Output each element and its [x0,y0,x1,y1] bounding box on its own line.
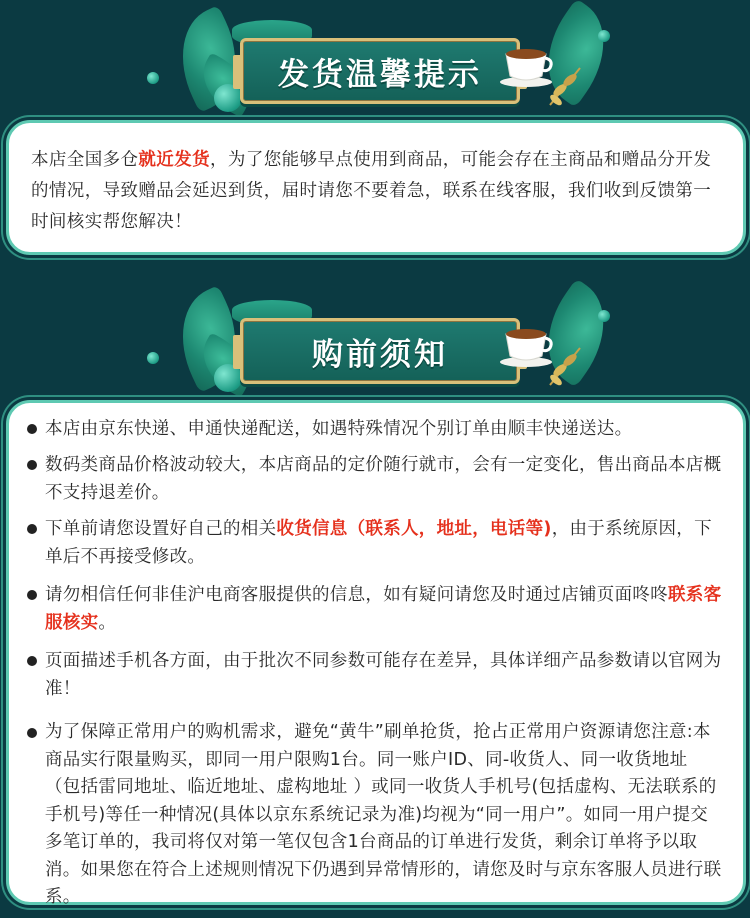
plant-sprig-icon [540,60,590,110]
list-item [25,719,723,912]
title-plaque [240,38,520,104]
list-item [25,515,723,571]
purchase-notes-banner [0,280,750,400]
shipping-notice-text [31,145,721,238]
list-item-text: 本店由京东快递、申通快递配送，如遇特殊情况个别订单由顺丰快递送达。 [45,419,633,439]
list-item-text: 请勿相信任何非佳沪电商客服提供的信息，如有疑问请您及时通过店铺页面咚咚 [45,585,668,605]
orb-decoration-icon [147,72,159,84]
list-item [25,451,723,507]
list-item-text: 下单前请您设置好自己的相关 [45,519,277,539]
bullet-icon [27,590,37,600]
orb-decoration-icon [147,352,159,364]
list-item-highlight: 收货信息（联系人，地址，电话等) [276,519,552,539]
bullet-icon [27,656,37,666]
list-item-text: 为了保障正常用户的购机需求，避免“黄牛”刷单抢货，抢占正常用户资源请您注意:本商品实行限量购买，即同一用户限购1台。同一账户ID、同-收货人、同一收货地址（包括雷同地址、临近地址、虚构地址 ）或同一收货人手机号(包括虚构、无法联系的手机号)等任一种情况(具体以京东系统记录为准)均视为“同一用户”。如同一用户提交多笔订单的，我司将仅对第一笔仅包含1台商品的订单进行发货，剩余订单将予以取消。如果您在符合上述规则情况下仍遇到异常情形的，请您及时与京东客服人员进行联系。 [45,722,722,907]
list-item [25,415,723,443]
bullet-icon [27,524,37,534]
shipping-notice-banner [0,0,750,120]
title-plaque [240,318,520,384]
notice-text-segment: ，为了您能够早点使用到商品，可能会存在主商品和赠品分开发的情况，导致赠品会延迟到货，届时请您不要着急，联系在线客服，我们收到反馈第一时间核实帮您解决！ [31,150,712,232]
bullet-icon [27,424,37,434]
section-title: 购前须知 [312,336,448,373]
bullet-icon [27,460,37,470]
section-title: 发货温馨提示 [278,56,482,93]
bullet-icon [27,728,37,738]
purchase-notes-card [6,400,746,905]
list-item-text: 页面描述手机各方面，由于批次不同参数可能存在差异，具体详细产品参数请以官网为准！ [45,651,722,699]
list-item-text: 数码类商品价格波动较大，本店商品的定价随行就市，会有一定变化，售出商品本店概不支持退差价。 [45,455,722,503]
shipping-notice-card [6,120,746,255]
notice-highlight: 就近发货 [138,150,211,170]
list-item-text: 。 [98,613,117,633]
list-item [25,581,723,637]
list-item-text: ，由于系统原因，下单后不再接受修改。 [45,519,712,567]
list-item [25,647,723,703]
list-item-highlight: 联系客服核实 [45,585,722,633]
orb-decoration-icon [598,30,610,42]
orb-decoration-icon [598,310,610,322]
plant-sprig-icon [540,340,590,390]
notice-text-segment: 本店全国多仓 [31,150,139,170]
